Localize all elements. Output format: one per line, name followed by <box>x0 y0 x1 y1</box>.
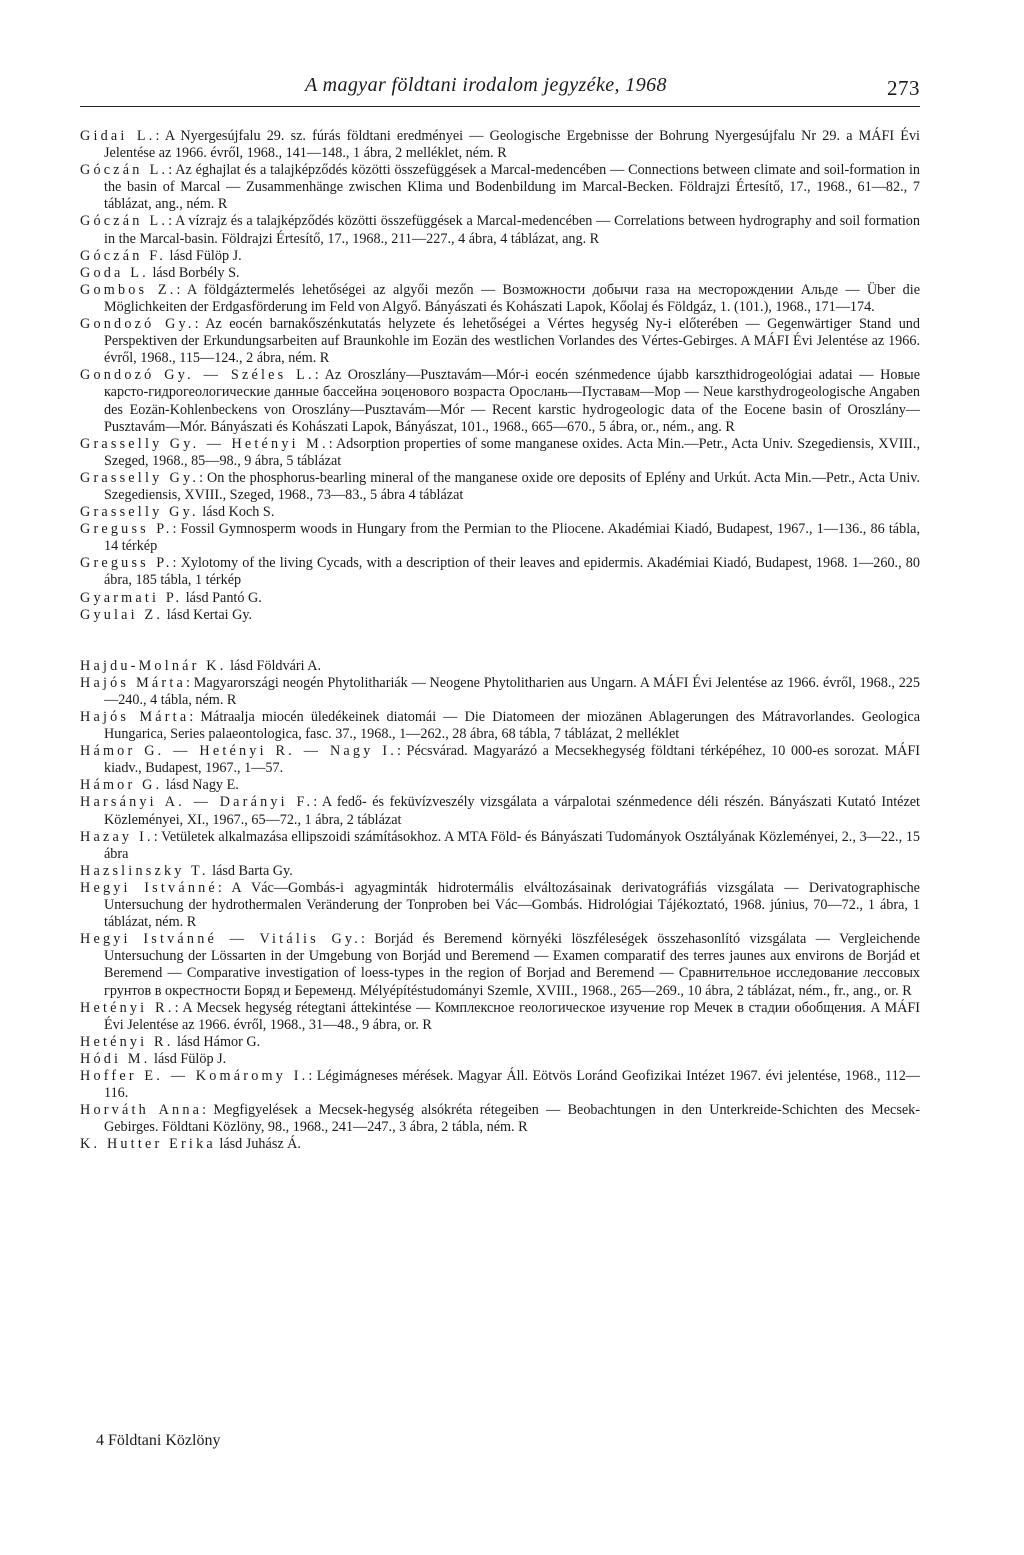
bibliography-entry <box>80 504 920 521</box>
entry-author: Góczán L. <box>80 213 169 230</box>
bibliography-entry <box>80 590 920 607</box>
entry-text: : Pécsvárad. Magyarázó a Mecsekhegység földtani térképéhez, 10 000-es sorozat. MÁFI kiadv., Budapest, 1967., 1—57. <box>104 743 920 777</box>
bibliography-entry <box>80 248 920 265</box>
entry-text: : Vetületek alkalmazása ellipszoidi számításokhoz. A MTA Föld- és Bányászati Tudományok Osztályának Közleményei, 2., 3—22., 15 ábra <box>104 828 921 862</box>
bibliography-entry <box>80 436 920 470</box>
entry-author: Hegyi Istvánné — Vitális Gy. <box>80 931 362 948</box>
bibliography-entry <box>80 1102 920 1136</box>
entry-author: Góczán F. <box>80 247 166 264</box>
bibliography-entry <box>80 658 920 675</box>
bibliography-entry <box>80 521 920 555</box>
entry-author: Hajós Márta <box>80 709 190 725</box>
page-number: 273 <box>887 76 920 100</box>
entry-text: : On the phosphorus-bearling mineral of the manganese oxide ore deposits of Eplény and Urkút. Acta Min.—Petr., Acta Univ. Szegediensis, XVIII., Szeged, 1968., 73—83., 5 ábra 4 táblázat <box>104 469 921 503</box>
bibliography-entry <box>80 777 920 794</box>
entry-author: Gyarmati P. <box>80 589 183 606</box>
entry-text: : Magyarországi neogén Phytolithariák — Neogene Phytolitharien aus Ungarn. A MÁFI Évi Jelentése az 1966. évről, 1968., 225—240., 4 tábla, ném. R <box>104 674 920 708</box>
entry-text: : Légimágneses mérések. Magyar Áll. Eötvös Loránd Geofizikai Intézet 1967. évi jelentése, 1968., 112—116. <box>104 1067 920 1102</box>
bibliography-entry <box>80 743 920 777</box>
entry-author: Greguss P. <box>80 555 173 572</box>
bibliography-entry <box>80 829 920 863</box>
entry-author: Grasselly Gy. — Hetényi M. <box>80 435 329 452</box>
bibliography-entry <box>80 1034 920 1051</box>
bibliography-entry <box>80 162 920 213</box>
entry-author: Hámor G. <box>80 777 163 794</box>
entry-text: lásd Fülöp J. <box>165 247 242 264</box>
entry-author: Gondozó Gy. — Széles L. <box>80 367 315 384</box>
bibliography-list <box>80 128 920 1153</box>
entry-text: lásd Földvári A. <box>226 657 322 674</box>
entry-text: : Fossil Gymnosperm woods in Hungary from the Permian to the Pliocene. Akadémiai Kiadó, Budapest, 1967., 1—136., 86 tábla, 14 térkép <box>104 521 920 555</box>
entry-text: : Az eocén barnakőszénkutatás helyzete és lehetőségei a Vértes hegység Ny-i előterében — Gegenwärtiger Stand und Perspektiven der Erkundungsarbeiten auf Braunkohle im Eozän des westlichen Vorlandes des Vértes-Gebirges. A MÁFI Évi Jelentése az 1966. évről, 1968., 115—124., 2 ábra, ném. R <box>104 316 920 367</box>
bibliography-entry <box>80 213 920 247</box>
footer-signature: 4 Földtani Közlöny <box>96 1432 221 1449</box>
bibliography-entry <box>80 1068 920 1102</box>
entry-author: Gyulai Z. <box>80 606 164 623</box>
entry-text: : A vízrajz és a talajképződés közötti összefüggések a Marcal-medencében — Correlations between hydrography and soil formation in the Marcal-basin. Földrajzi Értesítő, 17., 1968., 211—227., 4 ábra, 4 táblázat, ang. R <box>104 213 920 247</box>
entry-text: : A földgáztermelés lehetőségei az algyői mezőn — Возможности добычи газа на месторождении Альде — Über die Möglichkeiten der Erdgasförderung im Feld von Algyő. Bányászati és Kohászati Lapok, Kőolaj és Földgáz, 1. (101.), 1968., 171—174. <box>104 281 920 315</box>
entry-text: : Megfigyelések a Mecsek-hegység alsókréta rétegeiben — Beobachtungen in den Unterkreide-Schichten des Mecsek-Gebirges. Földtani Közlöny, 98., 1968., 241—247., 3 ábra, 2 tábla, ném. R <box>104 1102 920 1136</box>
entry-author: Hámor G. — Hetényi R. — Nagy I. <box>80 743 397 760</box>
running-title: A magyar földtani irodalom jegyzéke, 1968 <box>305 74 667 96</box>
bibliography-entry <box>80 794 920 828</box>
bibliography-entry <box>80 709 920 743</box>
bibliography-entry <box>80 555 920 589</box>
entry-author: Grasselly Gy. <box>80 504 199 521</box>
entry-author: Horváth Anna <box>80 1102 203 1119</box>
bibliography-entry <box>80 128 920 162</box>
entry-text: lásd Juhász Á. <box>215 1136 301 1153</box>
entry-author: Gondozó Gy. <box>80 316 195 333</box>
entry-author: Gidai L. <box>80 128 156 144</box>
entry-text: lásd Pantó G. <box>182 589 262 606</box>
entry-text: : A Mecsek hegység rétegtani áttekintése — Комплексное геологическое изучение гор Мечек в стадии обобщения. A MÁFI Évi Jelentése az 1966. évről, 1968., 31—48., 9 ábra, or. R <box>104 999 921 1033</box>
bibliography-entry <box>80 470 920 504</box>
entry-author: Hódi M. <box>80 1050 151 1067</box>
entry-text: : Az Oroszlány—Pusztavám—Mór-i eocén szénmedence újabb karszthidrogeológiai adatai — Новые карсто-гидрогеологические данные бассейна эоценового возраста Орослань—Пуставам—Мор — Neue karsthydrogeologische Angaben des Eozän-Kohlenbeckens von Oroszlány—Pusztavám—Mór — Recent karstic hydrogeologic data of the Eocene basin of Oroszlány—Pusztavám—Mór. Bányászati és Kohászati Lapok, Bányászat, 101., 1968., 665—670., 5 ábra, or., ném., ang. R <box>104 367 920 435</box>
entry-author: Hetényi R. <box>80 1033 174 1050</box>
entry-author: Hajós Márta <box>80 674 186 691</box>
bibliography-entry <box>80 367 920 435</box>
bibliography-entry <box>80 607 920 624</box>
entry-text: : Xylotomy of the living Cycads, with a description of their leaves and epidermis. Akadémiai Kiadó, Budapest, 1968. 1—260., 80 ábra, 185 tábla, 1 térkép <box>104 555 920 589</box>
entry-text: : A fedő- és feküvízveszély vizsgálata a várpalotai szénmedence déli részén. Bányászati Kutató Intézet Közleményei, XI., 1967., 65—72., 1 ábra, 2 táblázat <box>104 794 920 828</box>
entry-text: : Az éghajlat és a talajképződés közötti összefüggések a Marcal-medencében — Connections between climate and soil-formation in the basin of Marcal — Zusammenhänge zwischen Klima und Bodenbildung im Marcal-Becken. Földrajzi Értesítő, 17., 1968., 61—82., 7 táblázat, ang., ném. R <box>104 162 920 213</box>
bibliography-entry <box>80 316 920 367</box>
entry-text: lásd Kertai Gy. <box>163 606 253 623</box>
entry-text: lásd Barta Gy. <box>208 862 293 879</box>
entry-text: lásd Nagy E. <box>162 777 239 794</box>
bibliography-entry <box>80 863 920 880</box>
entry-author: Hajdu-Molnár K. <box>80 657 227 674</box>
entry-author: Hoffer E. — Komáromy I. <box>80 1067 309 1084</box>
letter-section-gap <box>80 624 920 658</box>
bibliography-entry <box>80 675 920 709</box>
bibliography-entry <box>80 265 920 282</box>
bibliography-entry <box>80 880 920 931</box>
entry-text: lásd Koch S. <box>198 504 275 521</box>
entry-author: Hazslinszky T. <box>80 862 209 879</box>
entry-author: Góczán L. <box>80 162 169 179</box>
entry-text: : Borjád és Beremend környéki löszféleségek összehasonlító vizsgálata — Vergleichende Untersuchung der Lössarten in der Umgebung von Borjád und Beremend — Examen comparatif des terres jaunes aux environs de Borjád et Beremend — Comparative investigation of loess-types in the region of Borjad and Beremend — Сравнительное исследование лессовых грунтов в окрестности Боряд и Беременд. Mélyépítéstudományi Szemle, XVIII., 1968., 265—269., 10 ábra, 2 táblázat, ném., fr., ang., or. R <box>104 931 920 999</box>
bibliography-entry <box>80 931 920 999</box>
entry-text: : Adsorption properties of some manganese oxides. Acta Min.—Petr., Acta Univ. Szegediensis, XVIII., Szeged, 1968., 85—98., 9 ábra, 5 táblázat <box>104 435 921 469</box>
entry-author: Greguss P. <box>80 521 173 538</box>
entry-author: Grasselly Gy. <box>80 469 200 486</box>
bibliography-entry <box>80 1000 920 1034</box>
bibliography-entry <box>80 1136 920 1153</box>
entry-text: : A Nyergesújfalu 29. sz. fúrás földtani eredményei — Geologische Ergebnisse der Bohrung Nyergesújfalu Nr 29. a MÁFI Évi Jelentése az 1966. évről, 1968., 141—148., 1 ábra, 2 melléklet, ném. R <box>104 128 920 162</box>
entry-author: Hetényi R. <box>80 999 175 1016</box>
entry-author: Gombos Z. <box>80 281 177 298</box>
entry-author: Goda L. <box>80 264 149 281</box>
entry-author: K. Hutter Erika <box>80 1136 216 1153</box>
entry-author: Hazay I. <box>80 828 154 845</box>
entry-text: : Mátraalja miocén üledékeinek diatomái — Die Diatomeen der miozänen Ablagerungen des Mátravorlandes. Geologica Hungarica, Series palaeontologica, fasc. 37., 1968., 1—262., 28 ábra, 68 tábla, 7 táblázat, 2 melléklet <box>104 709 920 743</box>
bibliography-entry <box>80 282 920 316</box>
entry-text: lásd Hámor G. <box>173 1033 261 1050</box>
entry-text: : A Vác—Gombás-i agyagminták hidrotermális elváltozásainak derivatográfiás vizsgálata — Derivatographische Untersuchung der hydrothermalen Veränderung der Tonproben bei Vác—Gombás. Hidrológiai Tájékoztató, 1968. június, 70—72., 1 ábra, 1 táblázat, ném. R <box>104 879 920 931</box>
entry-author: Hegyi Istvánné <box>80 879 218 896</box>
entry-author: Harsányi A. — Darányi F. <box>80 794 314 811</box>
entry-text: lásd Fülöp J. <box>150 1050 227 1067</box>
bibliography-entry <box>80 1051 920 1068</box>
page-header <box>80 62 920 107</box>
entry-text: lásd Borbély S. <box>148 264 240 281</box>
